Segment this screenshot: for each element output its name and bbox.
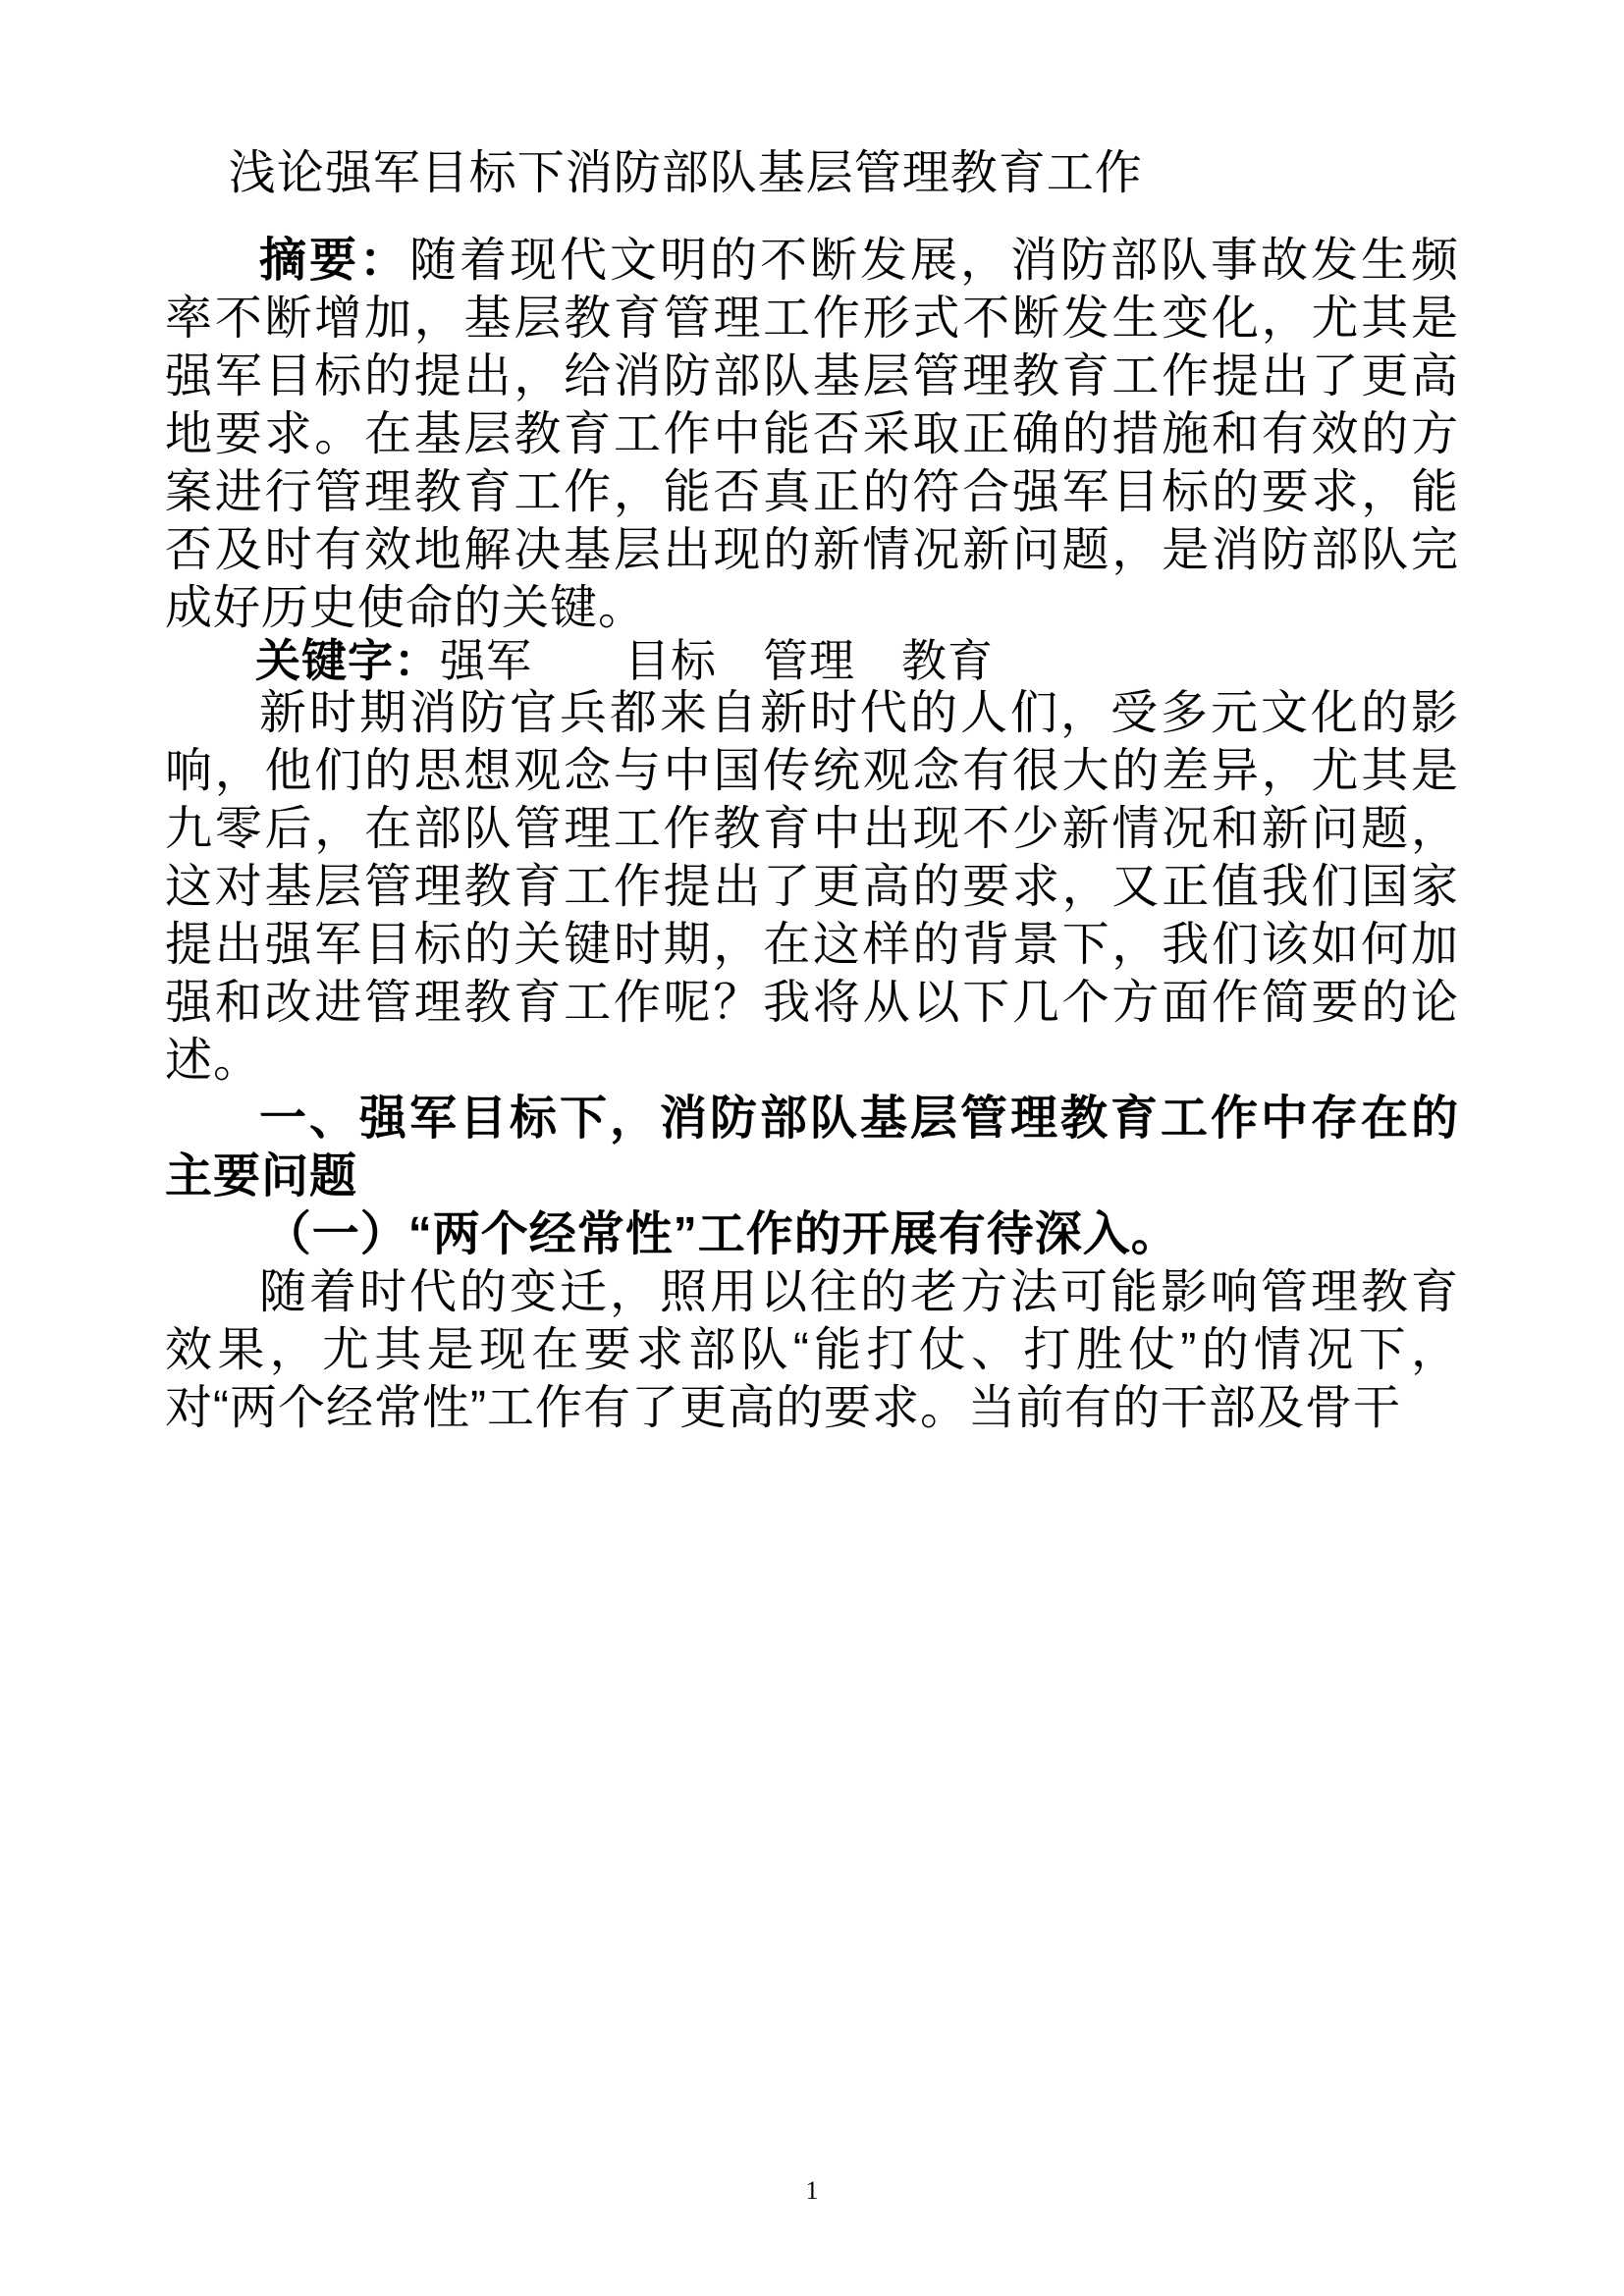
keywords-label: 关键字： — [255, 635, 440, 686]
intro-paragraph: 新时期消防官兵都来自新时代的人们，受多元文化的影响，他们的思想观念与中国传统观念有很大的差异，尤其是九零后，在部队管理工作教育中出现不少新情况和新问题，这对基层管理教育工作提出了更高的要求，又正值我们国家提出强军目标的关键时期，在这样的背景下，我们该如何加强和改进管理教育工作呢？我将从以下几个方面作简要的论述。 — [165, 687, 1459, 1087]
section-one-heading: 一、强军目标下，消防部队基层管理教育工作中存在的主要问题 — [165, 1093, 1459, 1202]
keywords-text: 强军 目标 管理 教育 — [440, 635, 994, 686]
keywords-line — [165, 637, 1459, 684]
abstract-text: 随着现代文明的不断发展，消防部队事故发生频率不断增加，基层教育管理工作形式不断发生变化，尤其是强军目标的提出，给消防部队基层管理教育工作提出了更高地要求。在基层教育工作中能否采取正确的措施和有效的方案进行管理教育工作，能否真正的符合强军目标的要求，能否及时有效地解决基层出现的新情况新问题，是消防部队完成好历史使命的关键。 — [165, 235, 1459, 634]
abstract-paragraph — [165, 232, 1459, 637]
document-title: 浅论强军目标下消防部队基层管理教育工作 — [228, 147, 1143, 199]
page-number: 1 — [805, 2176, 819, 2205]
subsection-one-heading: （一）“两个经常性”工作的开展有待深入。 — [263, 1208, 1179, 1260]
section-one-paragraph: 随着时代的变迁，照用以往的老方法可能影响管理教育效果，尤其是现在要求部队“能打仗、打胜仗”的情况下，对“两个经常性”工作有了更高的要求。当前有的干部及骨干 — [165, 1266, 1459, 1434]
abstract-label: 摘要： — [259, 235, 409, 287]
